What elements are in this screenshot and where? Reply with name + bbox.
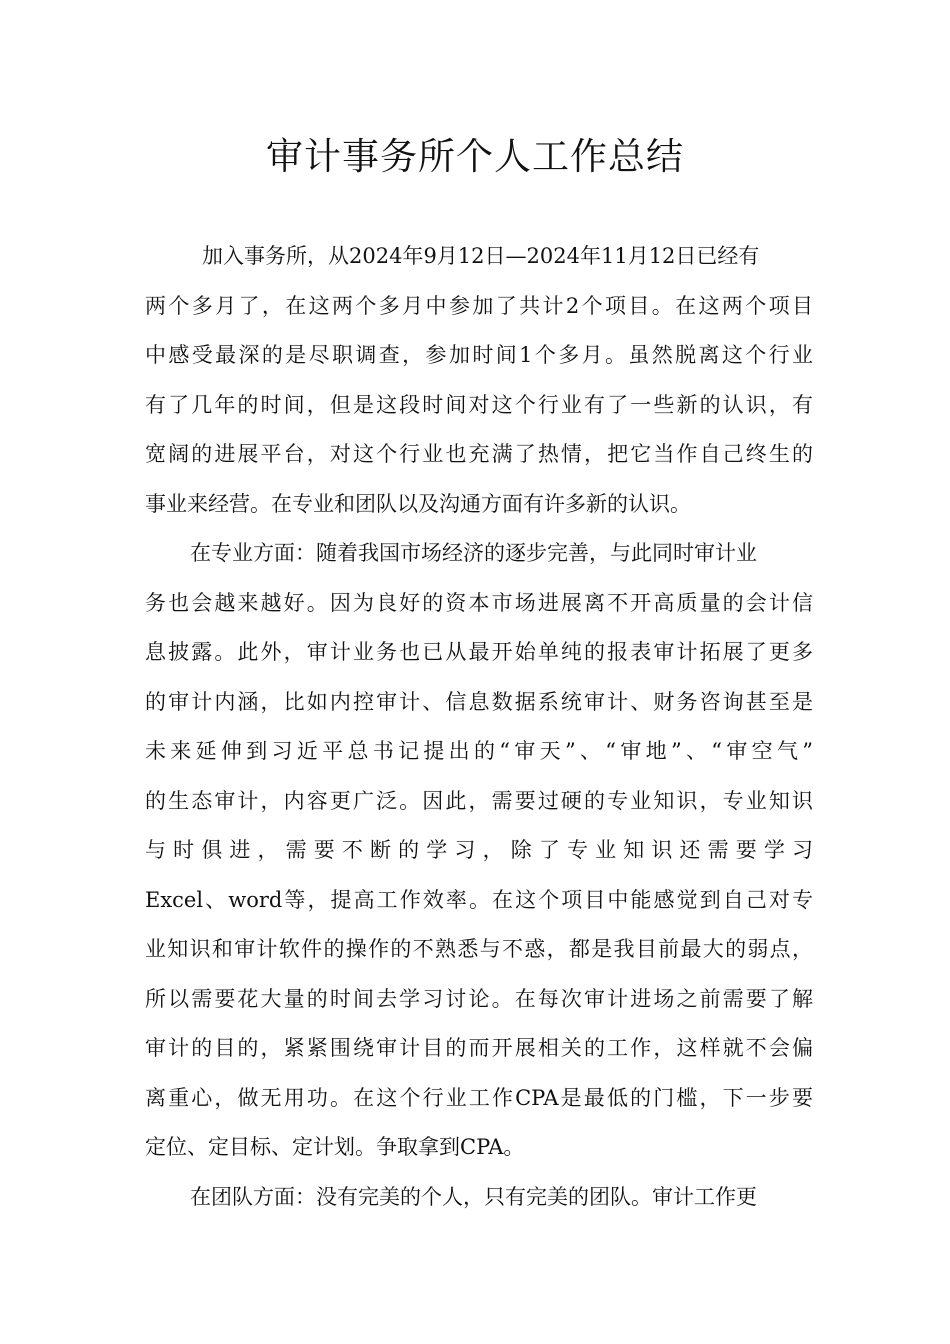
- paragraph-line: 加入事务所，从2024年9月12日—2024年11月12日已经有: [202, 244, 760, 268]
- paragraph-line: 在专业方面：随着我国市场经济的逐步完善，与此同时审计业: [190, 541, 757, 565]
- paragraph-line: 业知识和审计软件的操作的不熟悉与不惑，都是我目前最大的弱点，: [145, 937, 813, 961]
- paragraph-line: 离重心，做无用功。在这个行业工作CPA是最低的门槛，下一步要: [145, 1085, 813, 1110]
- paragraph-line: 有了几年的时间，但是这段时间对这个行业有了一些新的认识，有: [145, 392, 813, 417]
- paragraph-line: 两个多月了，在这两个多月中参加了共计2个项目。在这两个项目: [145, 293, 813, 318]
- document-title: 审计事务所个人工作总结: [266, 135, 684, 178]
- paragraph-line: 中感受最深的是尽职调查，参加时间1个多月。虽然脱离这个行业: [145, 343, 813, 367]
- document-body: [145, 232, 813, 1222]
- paragraph-line: Excel、word等，提高工作效率。在这个项目中能感觉到自己对专: [145, 887, 813, 912]
- paragraph-line: 事业来经营。在专业和团队以及沟通方面有许多新的认识。: [145, 491, 691, 516]
- paragraph-line: 宽阔的进展平台，对这个行业也充满了热情，把它当作自己终生的: [145, 442, 813, 466]
- paragraph-line: 定位、定目标、定计划。争取拿到CPA。: [145, 1135, 525, 1159]
- paragraph-line: 的审计内涵，比如内控审计、信息数据系统审计、财务咨询甚至是: [145, 689, 813, 714]
- paragraph-line: 息披露。此外，审计业务也已从最开始单纯的报表审计拓展了更多: [145, 640, 813, 664]
- paragraph-line: 与时俱进，需要不断的学习，除了专业知识还需要学习: [145, 838, 813, 862]
- paragraph-line: 审计的目的，紧紧围绕审计目的而开展相关的工作，这样就不会偏: [145, 1036, 813, 1060]
- paragraph-line: 未来延伸到习近平总书记提出的“审天”、“审地”、“审空气”: [145, 739, 813, 763]
- paragraph-line: 在团队方面：没有完美的个人，只有完美的团队。审计工作更: [190, 1184, 757, 1209]
- paragraph-line: 所以需要花大量的时间去学习讨论。在每次审计进场之前需要了解: [145, 986, 813, 1011]
- paragraph-line: 的生态审计，内容更广泛。因此，需要过硬的专业知识，专业知识: [145, 788, 813, 813]
- paragraph-line: 务也会越来越好。因为良好的资本市场进展离不开高质量的会计信: [145, 590, 813, 615]
